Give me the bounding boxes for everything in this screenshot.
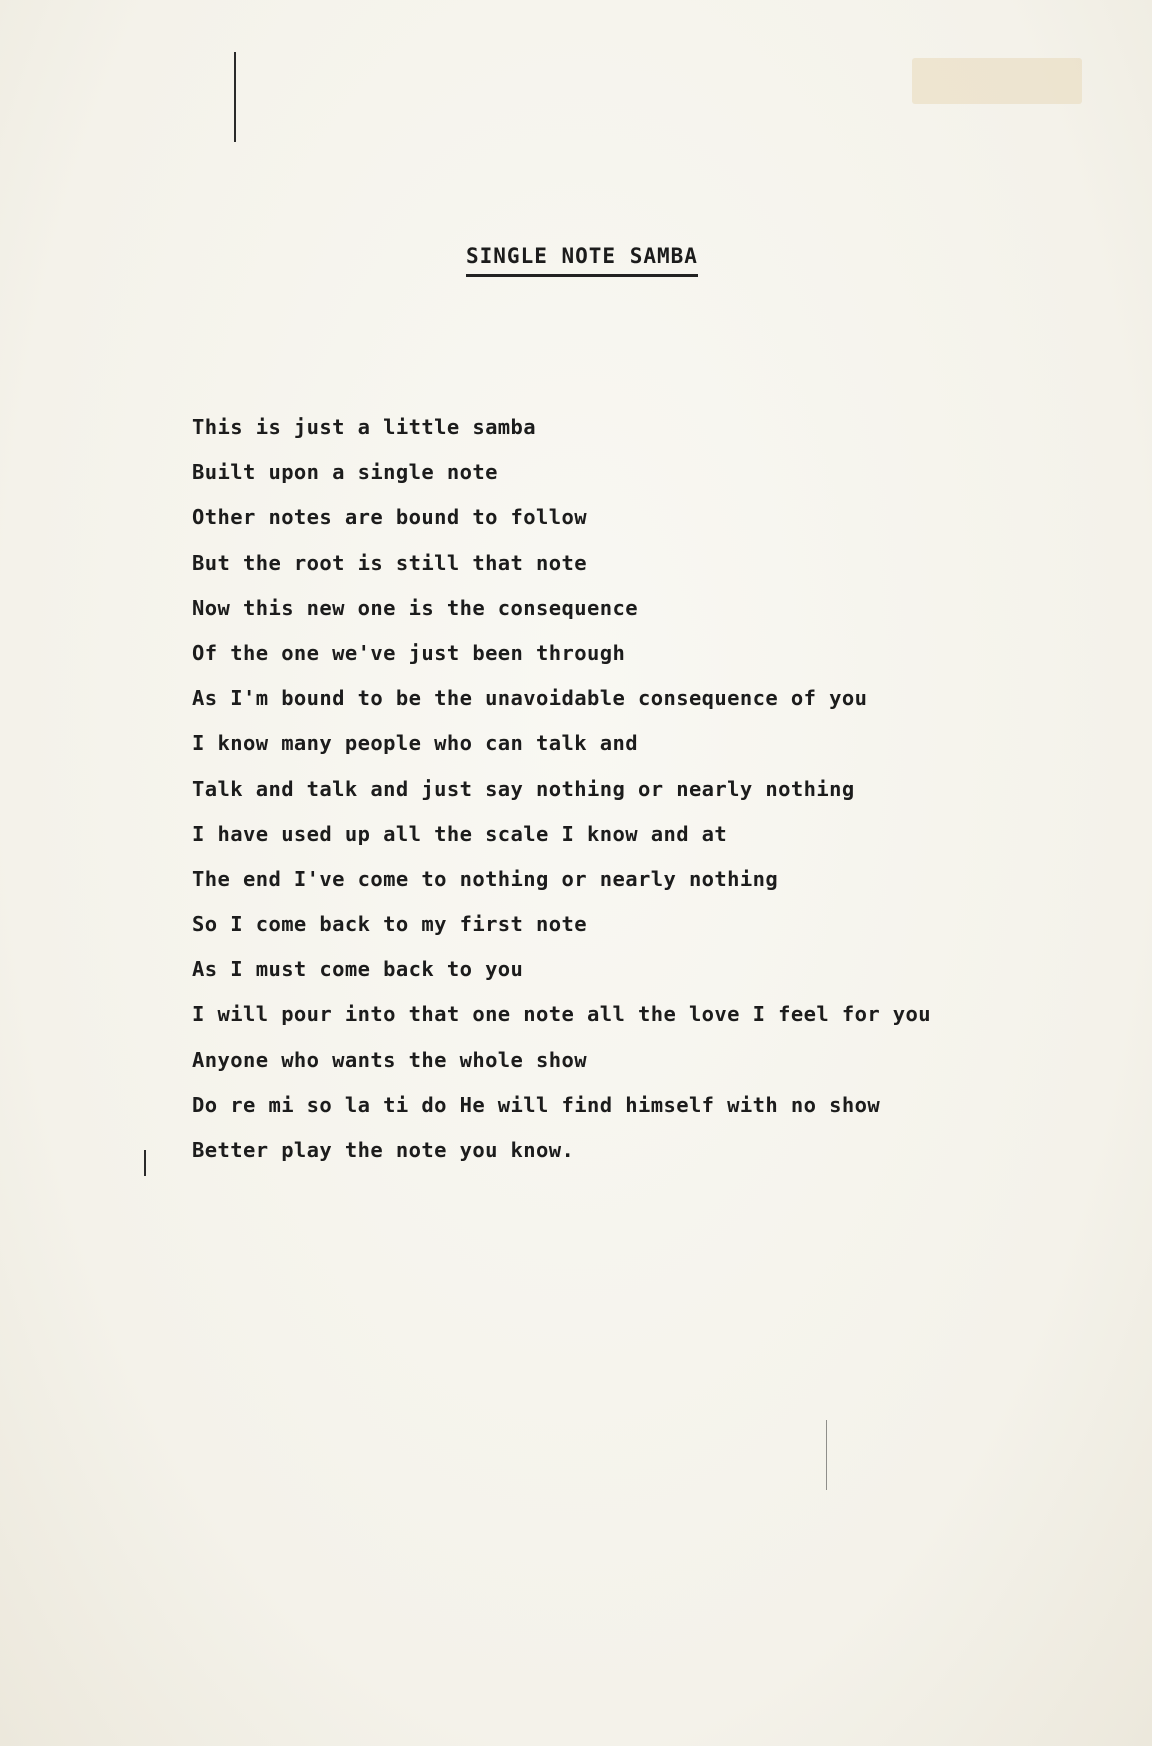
lyric-line: Better play the note you know. [192, 1138, 575, 1162]
lyric-line: Of the one we've just been through [192, 640, 626, 665]
lyric-line: As I'm bound to be the unavoidable consequence of you [192, 686, 868, 711]
faded-stamp [912, 58, 1082, 104]
lyrics-list [192, 405, 931, 1173]
lyric-line: I will pour into that one note all the love I feel for you [192, 1002, 932, 1027]
pen-mark [144, 1150, 146, 1176]
lyric-line: This is just a little samba [192, 415, 537, 439]
song-title: SINGLE NOTE SAMBA [466, 244, 698, 277]
lyric-line: But the root is still that note [192, 550, 588, 575]
lyric-line: Talk and talk and just say nothing or nearly nothing [192, 776, 855, 801]
lyric-line: So I come back to my first note [192, 912, 588, 937]
pen-mark [826, 1420, 827, 1490]
lyric-line: I have used up all the scale I know and at [192, 821, 728, 846]
lyric-line: Anyone who wants the whole show [192, 1047, 588, 1072]
lyric-line: Other notes are bound to follow [192, 505, 588, 530]
lyric-line: As I must come back to you [192, 957, 524, 982]
lyric-line: Built upon a single note [192, 460, 498, 485]
lyric-line: I know many people who can talk and [192, 731, 638, 756]
lyric-line: Now this new one is the consequence [192, 595, 638, 620]
lyric-line: Do re mi so la ti do He will find himself with no show [192, 1092, 881, 1117]
lyric-line: The end I've come to nothing or nearly nothing [192, 866, 779, 891]
pen-mark [234, 52, 236, 142]
